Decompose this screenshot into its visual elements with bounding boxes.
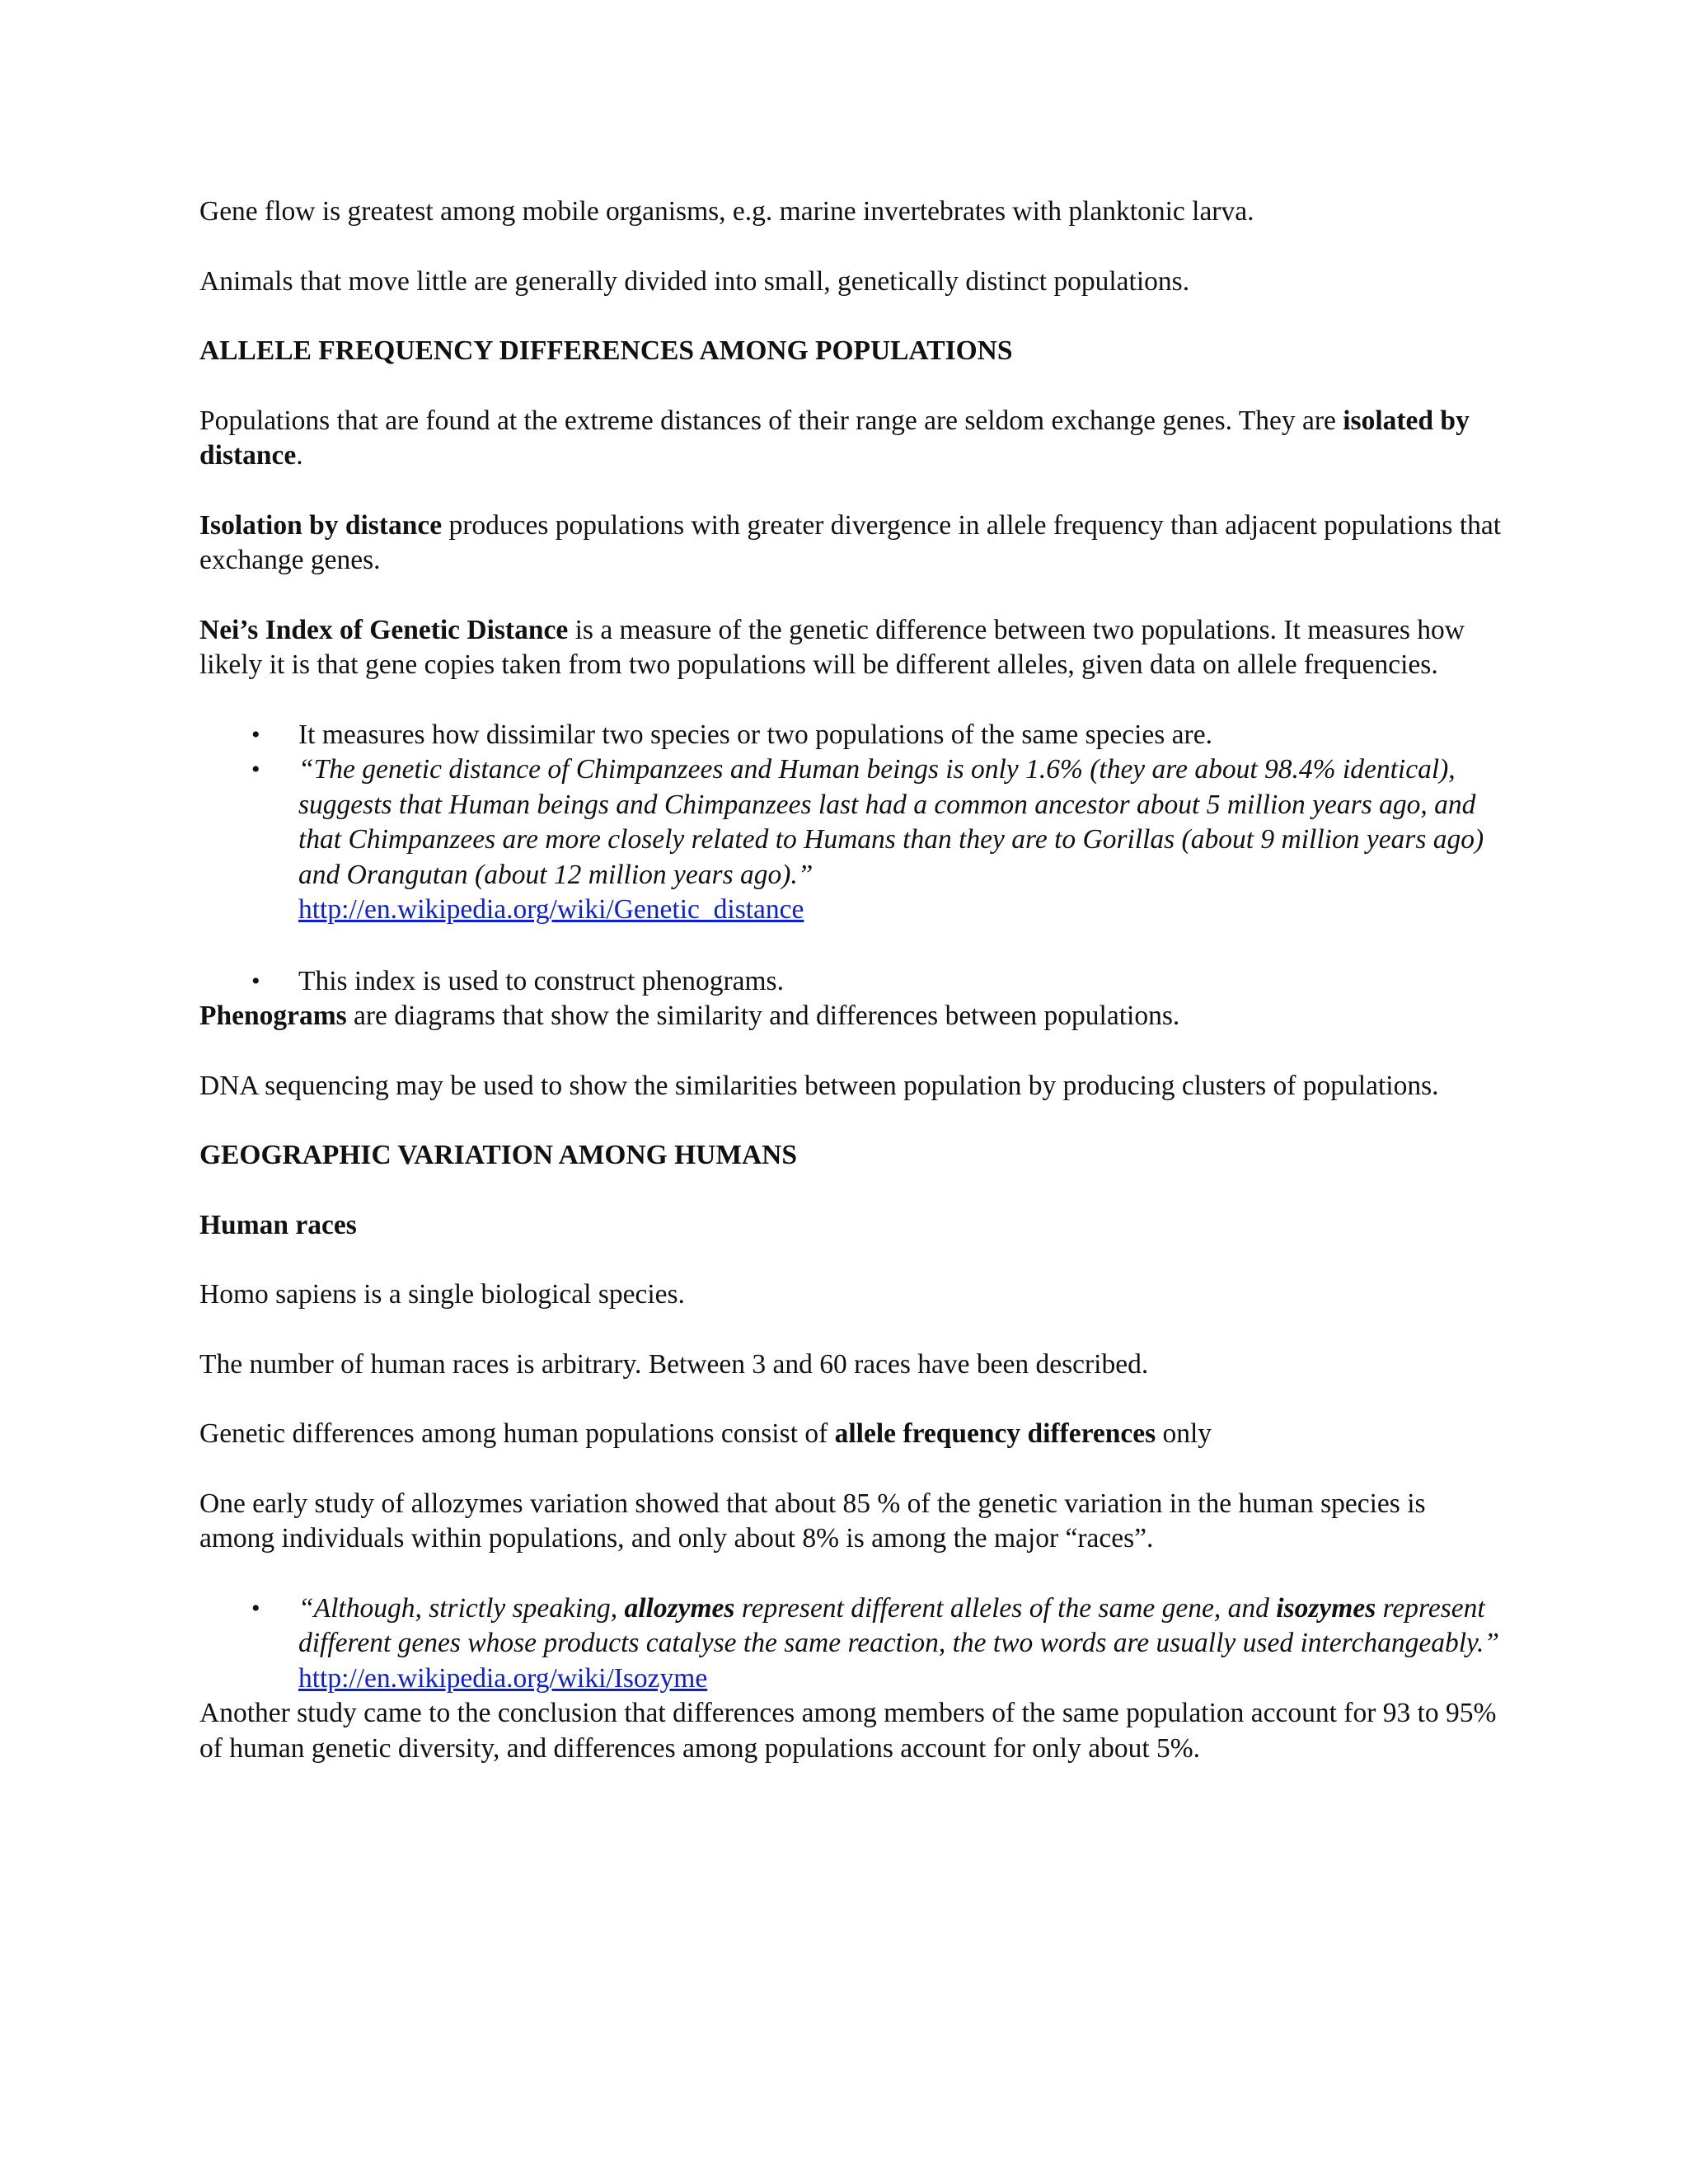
paragraph-isolation (199, 509, 1502, 579)
paragraph-gene-flow: Gene flow is greatest among mobile organisms, e.g. marine invertebrates with planktonic larva. (199, 196, 1254, 227)
wikipedia-link-isozyme[interactable]: http://en.wikipedia.org/wiki/Isozyme (298, 1662, 708, 1694)
quote-text (298, 1593, 1499, 1659)
list-item-text: It measures how dissimilar two species or two populations of the same species are. (298, 719, 1212, 750)
heading-geographic-variation: GEOGRAPHIC VARIATION AMONG HUMANS (199, 1140, 797, 1170)
bold-term: allozymes (624, 1592, 735, 1624)
wikipedia-link-genetic-distance[interactable]: http://en.wikipedia.org/wiki/Genetic_distance (298, 894, 804, 925)
heading-allele-frequency: ALLELE FREQUENCY DIFFERENCES AMONG POPULATIONS (199, 335, 1013, 366)
bold-term: Isolation by distance (199, 509, 443, 541)
subheading-human-races: Human races (199, 1209, 357, 1240)
bullet-icon: • (251, 756, 260, 783)
paragraph-text: Populations that are found at the extreme distances of their range are seldom exchange genes. They are (199, 405, 1343, 436)
paragraph-text: are diagrams that show the similarity and differences between populations. (346, 1001, 1180, 1031)
paragraph-phenograms (199, 999, 1502, 1034)
bullet-list-allozymes (199, 1591, 1502, 1697)
bullet-list-genetic-distance (199, 718, 1502, 1000)
paragraph-end: only (1156, 1418, 1212, 1449)
paragraph-text: is a measure of the genetic difference between two populations. It measures how likely it is that gene copies taken from two populations will be different alleles, given data on allele frequencies. (199, 614, 1465, 680)
quote-part: “Although, strictly speaking, (298, 1592, 625, 1624)
paragraph-text: Genetic differences among human populations consist of (199, 1418, 835, 1449)
paragraph-genetic-differences (199, 1417, 1502, 1452)
paragraph-text: produces populations with greater divergence in allele frequency than adjacent populations that exchange genes. (199, 509, 1502, 575)
bold-term: isolated by distance (199, 405, 1470, 471)
paragraph-number-of-races: The number of human races is arbitrary. Between 3 and 60 races have been described. (199, 1348, 1149, 1380)
document-body (199, 194, 1502, 1766)
bullet-icon: • (251, 1594, 260, 1622)
list-item (199, 718, 1502, 753)
quote-part: represent different alleles of the same gene, and (734, 1592, 1277, 1624)
bullet-icon: • (251, 967, 260, 995)
paragraph-homo-sapiens: Homo sapiens is a single biological species. (199, 1279, 685, 1310)
list-item-text: This index is used to construct phenograms. (298, 965, 784, 996)
paragraph-extreme-distances (199, 404, 1502, 474)
paragraph-end: . (296, 440, 303, 471)
paragraph-another-study: Another study came to the conclusion that differences among members of the same population account for 93 to 95% of human genetic diversity, and differences among populations account for only about 5%. (199, 1698, 1497, 1764)
bullet-icon: • (251, 720, 260, 748)
bold-term: Phenograms (199, 1001, 347, 1031)
quote-text: “The genetic distance of Chimpanzees and Human beings is only 1.6% (they are about 98.4% identical), suggests that Human beings and Chimpanzees last had a common ancestor about 5 million years ago, and that Chimpanzees are more closely related to Humans than they are to Gorillas (about 9 million years ago) and Orangutan (about 12 million years ago).” (298, 754, 1484, 890)
bold-term: isozymes (1276, 1592, 1376, 1624)
quote-part: represent different genes whose products catalyse the same reaction, the two words are usually used interchangeably.” (298, 1592, 1500, 1658)
list-item (199, 752, 1502, 928)
bold-term: allele frequency differences (834, 1418, 1156, 1449)
paragraph-dna-sequencing: DNA sequencing may be used to show the similarities between population by producing clusters of populations. (199, 1070, 1439, 1101)
list-item (199, 964, 1502, 1000)
list-item (199, 1591, 1502, 1697)
paragraph-nei-index (199, 613, 1502, 683)
bold-term: Nei’s Index of Genetic Distance (199, 614, 569, 645)
paragraph-animals: Animals that move little are generally divided into small, genetically distinct populations. (199, 265, 1190, 297)
paragraph-allozymes-study: One early study of allozymes variation showed that about 85 % of the genetic variation in the human species is among individuals within populations, and only about 8% is among the major “races”. (199, 1488, 1426, 1554)
